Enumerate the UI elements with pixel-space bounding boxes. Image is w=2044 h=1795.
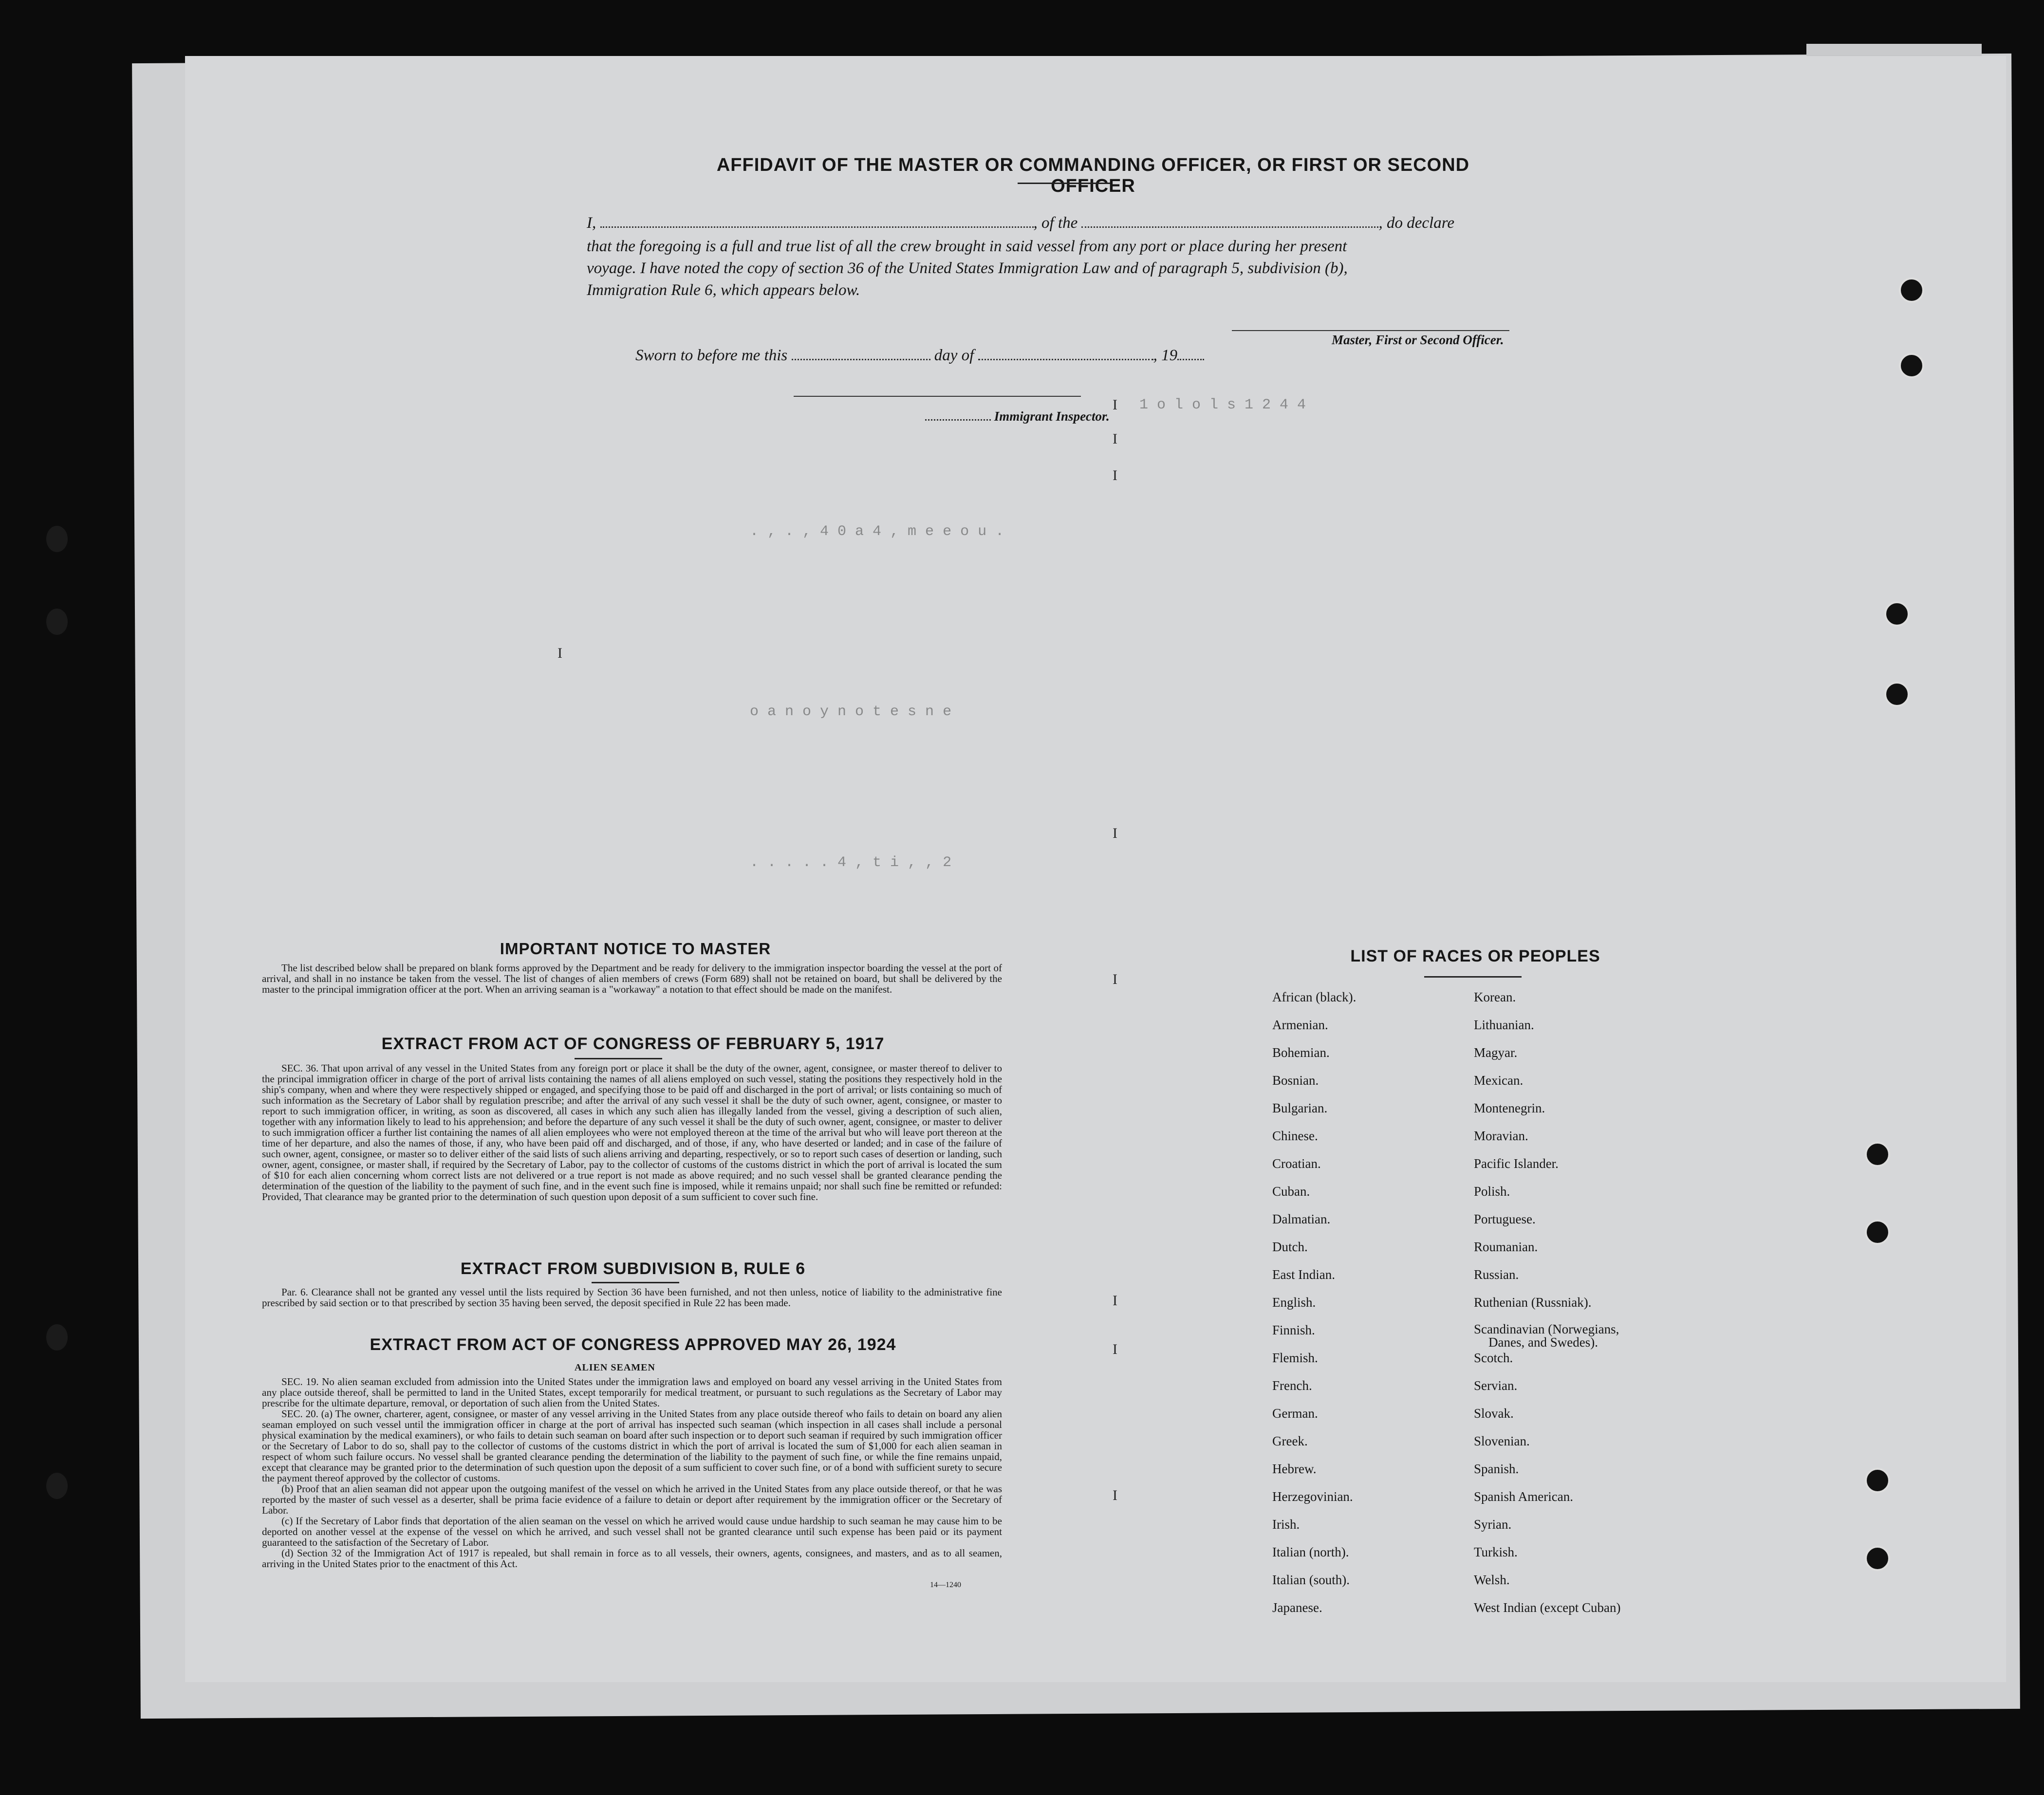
master-signature-line[interactable] (1232, 330, 1509, 331)
section-36-paragraph: SEC. 36. That upon arrival of any vessel in the United States from any foreign port or place it shall be the duty of the owner, agent, consignee, or master thereof to deliver to the principal immigration officer in charge of the port of arrival lists containing the names of all aliens employed on such vessel, stating the positions they respectively hold in the ship's company, when and where they were respectively shipped or engaged, and specifying those to be paid off and discharged in the port of arrival; or lists containing so much of such information as the Secretary of Labor shall by regulation prescribe; and after the arrival of any such vessel it shall be the duty of such owner, agent, consignee, or master to report to such immigration officer, in writing, as soon as discovered, all cases in which any such alien has illegally landed from the vessel, giving a description of such alien, together with any information likely to lead to his apprehension; and before the departure of any such vessel it shall be the duty of such owner, agent, consignee, or master to deliver to such immigration officer a further list containing the names of all alien employees who were not employed thereon at the time of the arrival but who will leave port thereon at the time of her departure, and also the names of those, if any, who have been paid off and discharged, and of those, if any, who have deserted or landed; and in case of the failure of such owner, agent, consignee, or master so to deliver either of the said lists of such aliens arriving and departing, respectively, or so to report such cases of desertion or landing, such owner, agent, consignee, or master shall, if required by the Secretary of Labor, pay to the collector of customs of the customs district in which the port of arrival is located the sum of $10 for each alien concerning whom correct lists are not delivered or a true report is not made as above required; and no such vessel shall be granted clearance pending the determination of the question of the liability to the payment of such fine, and in the event such fine is imposed, while it remains unpaid; nor shall such fine be remitted or refunded: Provided, That clearance may be granted prior to the determination of such question upon deposit of a sum sufficient to cover such fine. (262, 1062, 1002, 1203)
race-item: Flemish. (1272, 1351, 1318, 1365)
check-mark: I (1113, 971, 1117, 987)
race-item: Welsh. (1474, 1573, 1510, 1587)
race-item: Italian (south). (1272, 1573, 1350, 1587)
divider (1018, 183, 1110, 184)
notice-text (262, 962, 1002, 995)
race-item: Roumanian. (1474, 1240, 1538, 1254)
race-item: Spanish American. (1474, 1489, 1573, 1504)
check-mark: I (1113, 397, 1117, 413)
race-item: Lithuanian. (1474, 1018, 1534, 1032)
sec-20b-paragraph: (b) Proof that an alien seaman did not appear upon the outgoing manifest of the vessel on which he arrived in the United States from any place outside thereof, or that he was reported by the master of such vessel as a deserter, shall be prima facie evidence of a failure to detain or deport after requirement by the immigration officer or the Secretary of Labor. (262, 1483, 1002, 1516)
check-mark: I (1113, 1293, 1117, 1309)
manifest-page (185, 56, 2006, 1682)
race-item: Dutch. (1272, 1240, 1308, 1254)
month-blank[interactable] (978, 347, 1153, 360)
text-i: I, (587, 214, 596, 232)
check-mark: I (1113, 1487, 1117, 1503)
act-1917-title: EXTRACT FROM ACT OF CONGRESS OF FEBRUARY 5, 1917 (381, 1035, 885, 1053)
race-item: Bohemian. (1272, 1045, 1330, 1060)
race-item-scandinavian (1474, 1323, 1620, 1351)
race-item: Moravian. (1474, 1129, 1528, 1143)
vessel-blank[interactable] (1081, 215, 1378, 228)
inspector-signature-line[interactable] (794, 396, 1081, 397)
inspector-signature-label (925, 409, 1110, 424)
bleed-through-text: o a n o y n o t e s n e (750, 703, 952, 720)
binder-hole (46, 526, 68, 552)
text-year: , 19 (1153, 347, 1178, 364)
race-item: French. (1272, 1378, 1312, 1393)
race-item: Korean. (1474, 990, 1516, 1004)
sworn-line (635, 347, 1204, 365)
par-6-paragraph: Par. 6. Clearance shall not be granted any vessel until the lists required by Section 36 have been furnished, and not then unless, notice of liability to the administrative fine prescribed by said section or to that prescribed by section 35 having been served, the deposit specified in Rule 22 has been made. (262, 1286, 1002, 1309)
race-item: Chinese. (1272, 1129, 1318, 1143)
race-item: Herzegovinian. (1272, 1489, 1353, 1504)
text-do-declare: , do declare (1378, 214, 1454, 232)
inspector-label-text: Immigrant Inspector. (994, 409, 1110, 424)
year-blank[interactable] (1177, 347, 1204, 360)
race-item: Ruthenian (Russniak). (1474, 1295, 1592, 1310)
race-item: East Indian. (1272, 1267, 1335, 1282)
race-item: Russian. (1474, 1267, 1519, 1282)
punch-hole (1865, 1546, 1890, 1571)
binder-hole (46, 1324, 68, 1351)
race-item: Slovenian. (1474, 1434, 1530, 1448)
race-item: Spanish. (1474, 1462, 1519, 1476)
race-item: Magyar. (1474, 1045, 1518, 1060)
check-mark: I (1113, 825, 1117, 841)
divider (1424, 976, 1522, 978)
punch-hole (1865, 1142, 1890, 1167)
sec-20c-paragraph: (c) If the Secretary of Labor finds that deportation of the alien seaman on the vessel on which he arrived would cause undue hardship to such seaman he may cause him to be deported on another vessel at the expense of the vessel on which he arrived, and such vessel shall not be granted clearance until such expense has been paid or its payment guaranteed to the satisfaction of the Secretary of Labor. (262, 1515, 1002, 1548)
race-item: Syrian. (1474, 1517, 1512, 1532)
race-item: Montenegrin. (1474, 1101, 1545, 1115)
race-item: Finnish. (1272, 1323, 1315, 1337)
check-mark: I (1113, 431, 1117, 447)
act-1924-text (262, 1376, 1002, 1569)
text-of-the: , of the (1033, 214, 1078, 232)
declaration-line-4: Immigration Rule 6, which appears below. (587, 281, 860, 299)
race-item-line: Danes, and Swedes). (1488, 1335, 1598, 1350)
master-signature-label: Master, First or Second Officer. (1332, 333, 1504, 347)
punch-hole (1899, 353, 1924, 378)
name-blank[interactable] (600, 215, 1034, 228)
act-1917-text (262, 1063, 1002, 1202)
race-item: German. (1272, 1406, 1318, 1421)
race-item: Italian (north). (1272, 1545, 1349, 1559)
race-item: Turkish. (1474, 1545, 1518, 1559)
race-item: Pacific Islander. (1474, 1156, 1559, 1171)
punch-hole (1899, 278, 1924, 303)
notice-paragraph: The list described below shall be prepared on blank forms approved by the Department and be ready for delivery to the immigration inspector boarding the vessel at the port of arrival, and shall in no instance be taken from the vessel. The list of changes of alien members of crews (Form 689) shall not be retained on board, but shall be delivered by the master to the principal immigration officer at the port. When an arriving seaman is a "workaway" a notation to that effect should be made on the manifest. (262, 962, 1002, 995)
race-item: Greek. (1272, 1434, 1308, 1448)
race-item: Polish. (1474, 1184, 1510, 1199)
sec-20d-paragraph: (d) Section 32 of the Immigration Act of 1917 is repealed, but shall remain in force as to all vessels, their owners, agents, consignees, and masters, and as to all seamen, arriving in the United States prior to the enactment of this Act. (262, 1547, 1002, 1570)
declaration-line-1 (587, 214, 1454, 232)
alien-seamen-heading: ALIEN SEAMEN (575, 1362, 655, 1373)
declaration-line-2: that the foregoing is a full and true list of all the crew brought in said vessel from any port or place during her present (587, 238, 1347, 255)
punch-hole (1865, 1220, 1890, 1245)
race-item: Irish. (1272, 1517, 1300, 1532)
act-1924-title: EXTRACT FROM ACT OF CONGRESS APPROVED MAY 26, 1924 (370, 1335, 896, 1354)
declaration-line-3: voyage. I have noted the copy of section 36 of the United States Immigration Law and of paragraph 5, subdivision (b), (587, 259, 1348, 277)
inspector-blank (925, 412, 991, 421)
text-sworn: Sworn to before me this (635, 347, 788, 364)
race-item: Servian. (1474, 1378, 1518, 1393)
races-column-1 (1272, 990, 1356, 1628)
sec-19-paragraph: SEC. 19. No alien seaman excluded from admission into the United States under the immigration laws and employed on board any vessel arriving in the United States from any place outside thereof, shall be permitted to land in the United States, except temporarily for medical treatment, or pursuant to such regulations as the Secretary of Labor may prescribe for the ultimate departure, removal, or deportation of such alien from the United States. (262, 1376, 1002, 1409)
race-item: Bulgarian. (1272, 1101, 1328, 1115)
rule-6-title: EXTRACT FROM SUBDIVISION B, RULE 6 (460, 1259, 806, 1278)
race-item: Portuguese. (1474, 1212, 1536, 1226)
race-item-line: Scandinavian (Norwegians, (1474, 1322, 1619, 1336)
form-number: 14—1240 (930, 1581, 961, 1589)
race-item: Mexican. (1474, 1073, 1524, 1088)
check-mark: I (1113, 1341, 1117, 1357)
punch-hole (1884, 601, 1910, 627)
races-title: LIST OF RACES OR PEOPLES (1350, 947, 1600, 965)
race-item: Hebrew. (1272, 1462, 1317, 1476)
affidavit-title: AFFIDAVIT OF THE MASTER OR COMMANDING OFFICER, OR FIRST OR SECOND OFFICER (716, 155, 1470, 196)
punch-hole (1884, 682, 1910, 707)
bleed-through-text: 1 o l o l s 1 2 4 4 (1139, 397, 1306, 413)
rule-6-text (262, 1287, 1002, 1308)
sec-20a-paragraph: SEC. 20. (a) The owner, charterer, agent, consignee, or master of any vessel arriving in the United States from any place outside thereof who fails to detain on board any alien seaman employed on such vessel until the immigration officer in charge at the port of arrival has inspected such seaman (which inspection in all cases shall include a personal physical examination by the medical examiners), or who fails to detain such seaman on board after such inspection or to deport such seaman if required by such immigration officer or the Secretary of Labor to do so, shall pay to the collector of customs of the customs district in which the port of arrival is located the sum of $1,000 for each alien seaman in respect of whom such failure occurs. No vessel shall be granted clearance pending the determination of the liability to the payment of such fine, or while the fine remains unpaid, except that clearance may be granted prior to the determination of such question upon the deposit of a sum sufficient to cover such fine, or of a bond with sufficient surety to secure the payment thereof approved by the collector of customs. (262, 1408, 1002, 1484)
text-day-of: day of (934, 347, 974, 364)
check-mark: I (1113, 467, 1117, 483)
notice-title: IMPORTANT NOTICE TO MASTER (500, 940, 771, 958)
divider (575, 1058, 662, 1059)
divider (592, 1282, 679, 1283)
punch-hole (1865, 1468, 1890, 1493)
race-item: African (black). (1272, 990, 1356, 1004)
bleed-through-text: . , . , 4 0 a 4 , m e e o u . (750, 523, 1004, 540)
race-item: Slovak. (1474, 1406, 1514, 1421)
race-item: English. (1272, 1295, 1316, 1310)
race-item: West Indian (except Cuban) (1474, 1600, 1621, 1615)
race-item: Croatian. (1272, 1156, 1321, 1171)
day-blank[interactable] (792, 347, 930, 360)
race-item: Cuban. (1272, 1184, 1310, 1199)
race-item: Japanese. (1272, 1600, 1322, 1615)
race-item: Armenian. (1272, 1018, 1328, 1032)
binder-hole (46, 609, 68, 635)
races-column-2 (1474, 990, 1620, 1628)
binder-hole (46, 1473, 68, 1499)
bleed-through-text: . . . . . 4 , t i , , 2 (750, 854, 952, 871)
race-item: Dalmatian. (1272, 1212, 1331, 1226)
race-item: Scotch. (1474, 1351, 1513, 1365)
race-item: Bosnian. (1272, 1073, 1319, 1088)
check-mark: I (557, 645, 562, 661)
